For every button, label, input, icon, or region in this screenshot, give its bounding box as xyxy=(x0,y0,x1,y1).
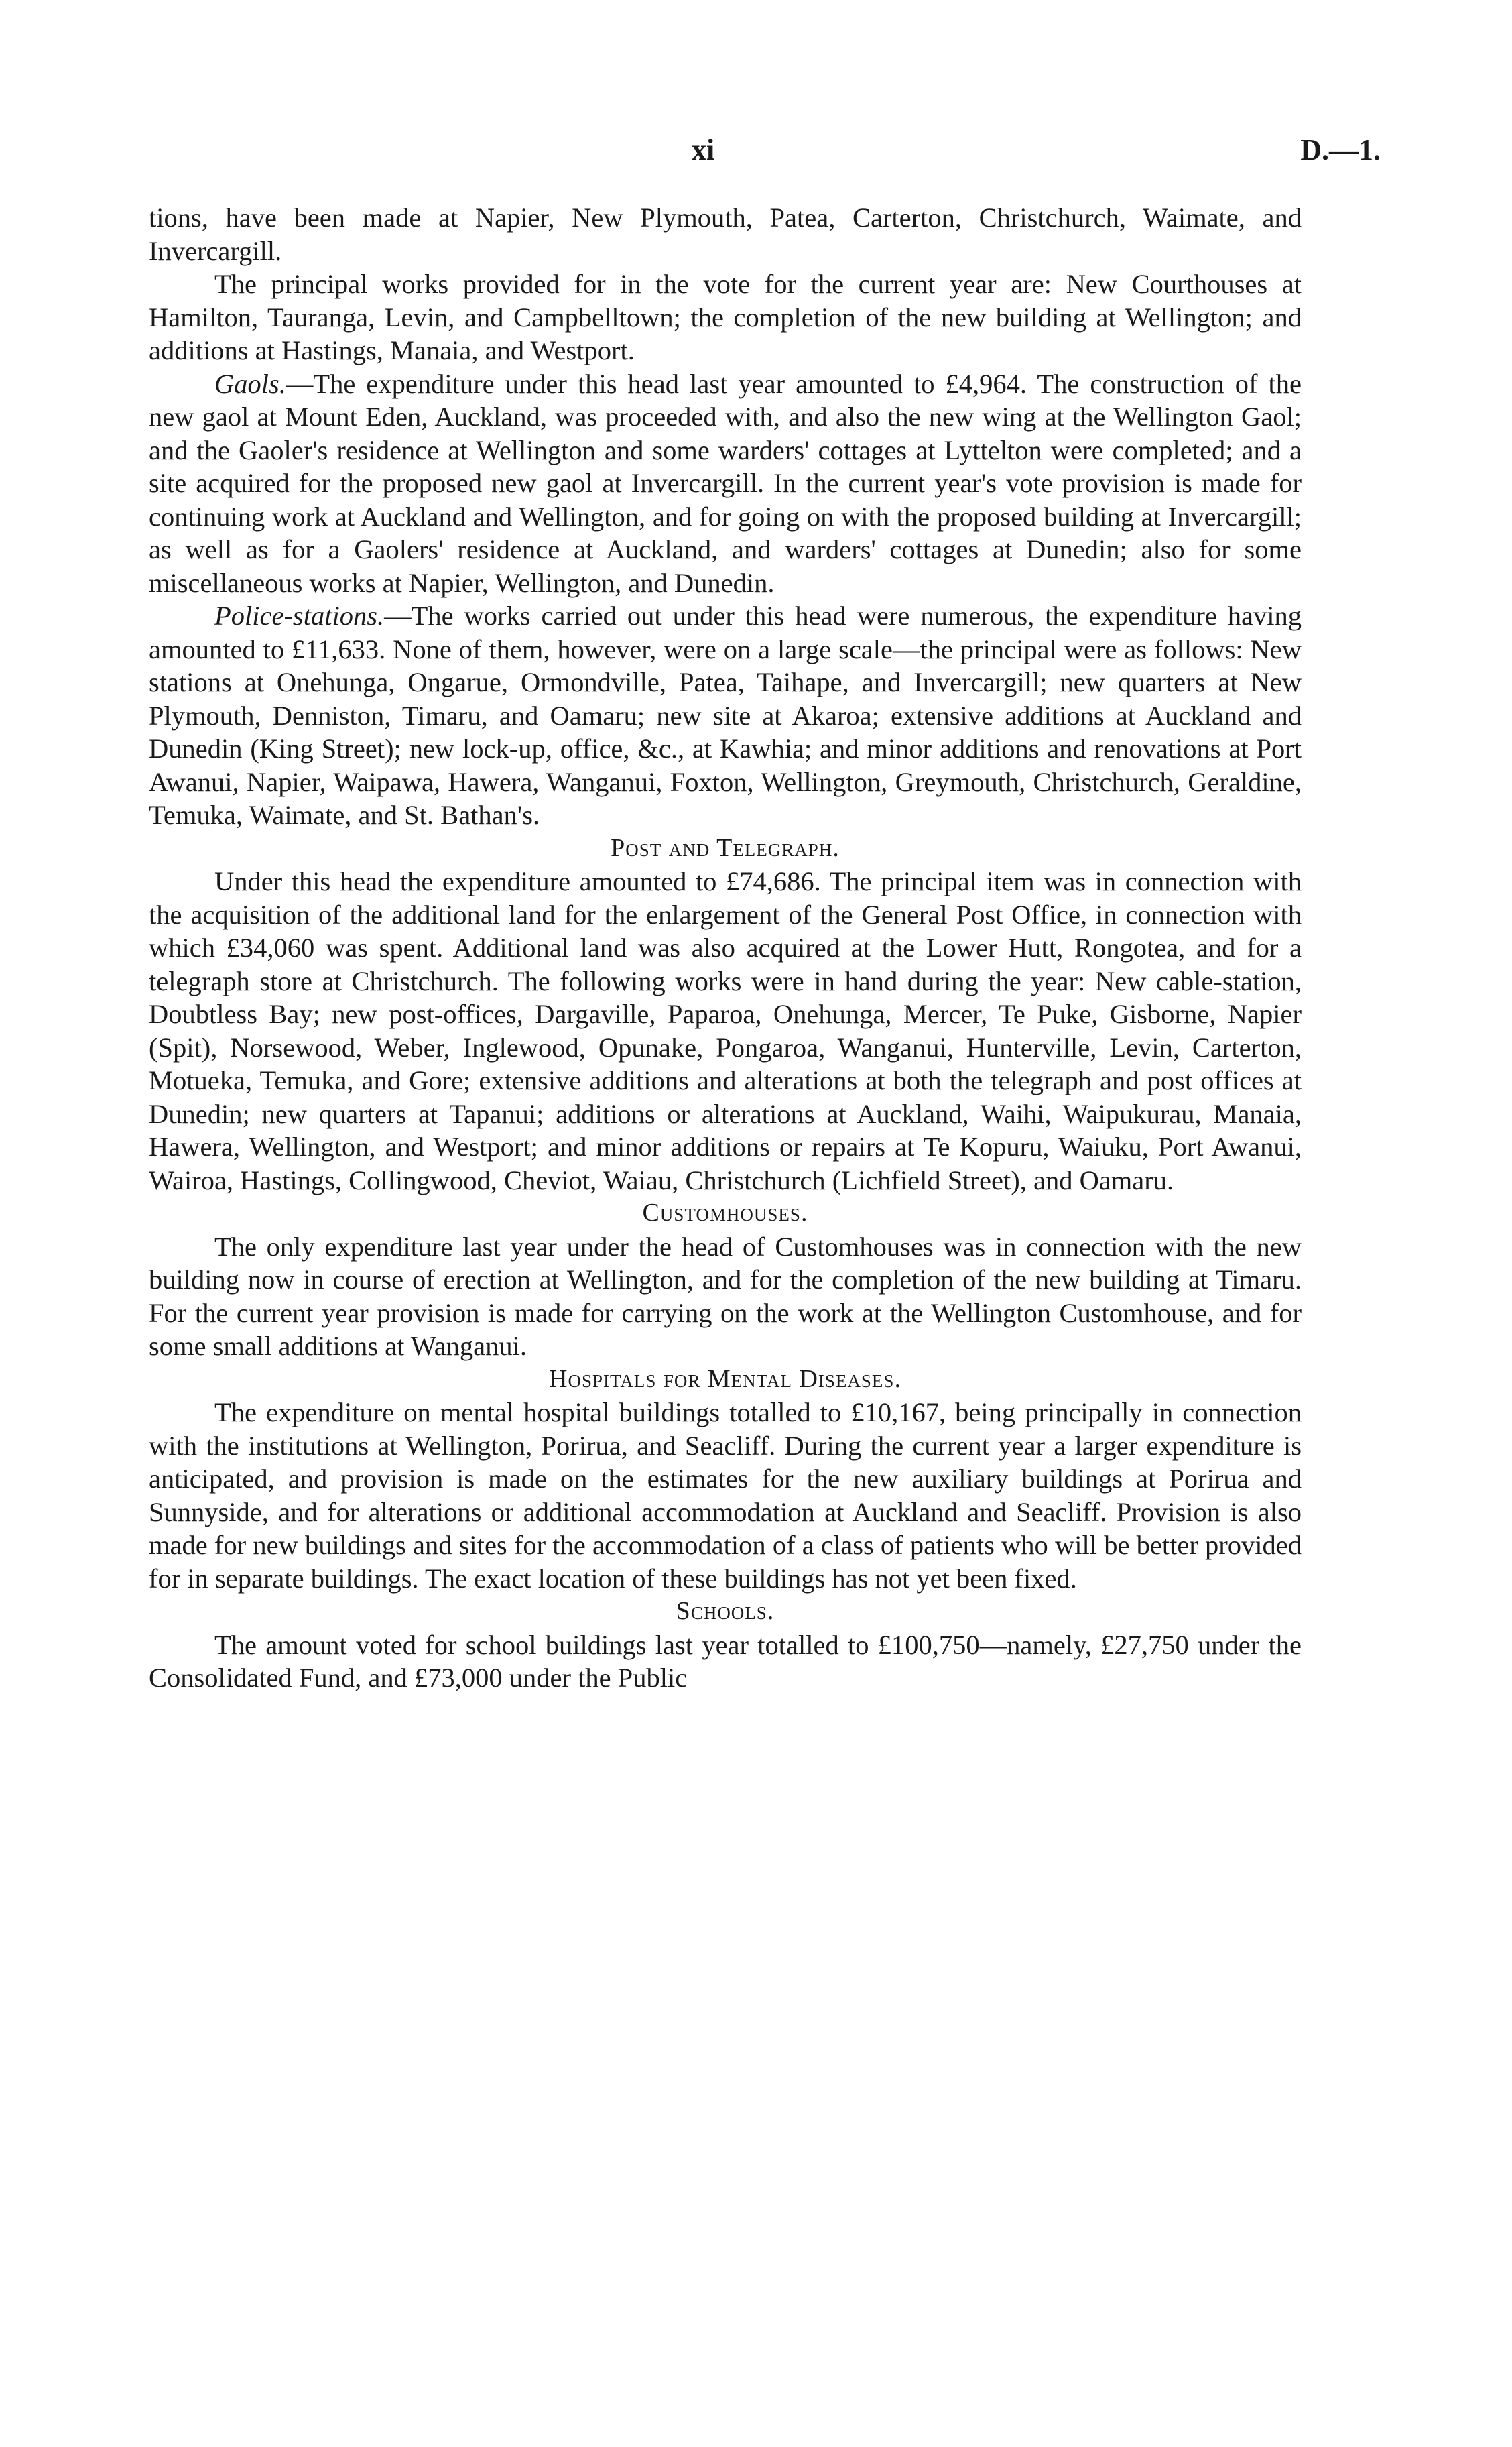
police-stations-paragraph xyxy=(149,599,1302,832)
courthouses-continuation: tions, have been made at Napier, New Plymouth, Patea, Carterton, Christchurch, Waimate, and Invercargill. xyxy=(149,202,1302,266)
gaols-lead: Gaols. xyxy=(214,368,286,399)
customhouses-heading: Customhouses. xyxy=(642,1199,808,1227)
customhouses-paragraph: The only expenditure last year under the head of Customhouses was in connection with the new building now in course of erection at Wellington, and for the completion of the new building at Timaru. For the current year provision is made for carrying on the work at the Wellington Customhouse, and for some small additions at Wanganui. xyxy=(149,1231,1302,1361)
gaols-text: —The expenditure under this head last year amounted to £4,964. The construction of the new gaol at Mount Eden, Auckland, was proceeded with, and also the new wing at the Wellington Gaol; and the Gaoler's residence at Wellington and some warders' cottages at Lyttelton were completed; and a site acquired for the proposed new gaol at Invercargill. In the current year's vote provision is made for continuing work at Auckland and Wellington, and for going on with the proposed building at Invercargill; as well as for a Gaolers' residence at Auckland, and warders' cottages at Dunedin; also for some miscellaneous works at Napier, Wellington, and Dunedin. xyxy=(149,368,1302,598)
police-stations-text: —The works carried out under this head were numerous, the expenditure having amounted to £11,633. None of them, however, were on a large scale—the principal were as follows: New stations at Onehunga, Ongarue, Ormondville, Patea, Taihape, and Invercargill; new quarters at New Plymouth, Denniston, Timaru, and Oamaru; new site at Akaroa; extensive additions at Auckland and Dunedin (King Street); new lock-up, office, &c., at Kawhia; and minor additions and renovations at Port Awanui, Napier, Waipawa, Hawera, Wanganui, Foxton, Wellington, Greymouth, Christchurch, Geraldine, Temuka, Waimate, and St. Bathan's. xyxy=(149,601,1302,830)
schools-paragraph: The amount voted for school buildings last year totalled to £100,750—namely, £27,750 under the Consolidated Fund, and £73,000 under the Public xyxy=(149,1629,1302,1693)
post-telegraph-paragraph: Under this head the expenditure amounted to £74,686. The principal item was in connection with the acquisition of the additional land for the enlargement of the General Post Office, in connection with which £34,060 was spent. Additional land was also acquired at the Lower Hutt, Rongotea, and for a telegraph store at Christchurch. The following works were in hand during the year: New cable-station, Doubtless Bay; new post-offices, Dargaville, Paparoa, Onehunga, Mercer, Te Puke, Gisborne, Napier (Spit), Norsewood, Weber, Inglewood, Opunake, Pongaroa, Wanganui, Hunterville, Levin, Carterton, Motueka, Temuka, and Gore; extensive additions and alterations at both the telegraph and post offices at Dunedin; new quarters at Tapanui; additions or alterations at Auckland, Waihi, Waipukurau, Manaia, Hawera, Wellington, and Westport; and minor additions or repairs at Te Kopuru, Waiuku, Port Awanui, Wairoa, Hastings, Collingwood, Cheviot, Waiau, Christchurch (Lichfield Street), and Oamaru. xyxy=(149,866,1302,1195)
page-header xyxy=(0,133,1512,173)
page-number: xi xyxy=(692,133,715,166)
document-reference: D.—1. xyxy=(1300,133,1381,166)
courthouses-current-works: The principal works provided for in the vote for the current year are: New Courthouses at Hamilton, Tauranga, Levin, and Campbelltown; the completion of the new building at Wellington; and additions at Hastings, Manaia, and Westport. xyxy=(149,269,1302,365)
post-telegraph-heading: Post and Telegraph. xyxy=(611,833,840,862)
police-stations-lead: Police-stations. xyxy=(214,601,385,631)
body-text xyxy=(149,201,1302,1695)
hospitals-heading: Hospitals for Mental Diseases. xyxy=(549,1364,901,1393)
schools-heading: Schools. xyxy=(676,1597,775,1625)
hospitals-paragraph: The expenditure on mental hospital buildings totalled to £10,167, being principally in connection with the institutions at Wellington, Porirua, and Seacliff. During the current year a larger expenditure is anticipated, and provision is made on the estimates for the new auxiliary buildings at Porirua and Sunnyside, and for alterations or additional accommodation at Auckland and Seacliff. Provision is also made for new buildings and sites for the accommodation of a class of patients who will be better provided for in separate buildings. The exact location of these buildings has not yet been fixed. xyxy=(149,1397,1302,1594)
gaols-paragraph xyxy=(149,367,1302,600)
